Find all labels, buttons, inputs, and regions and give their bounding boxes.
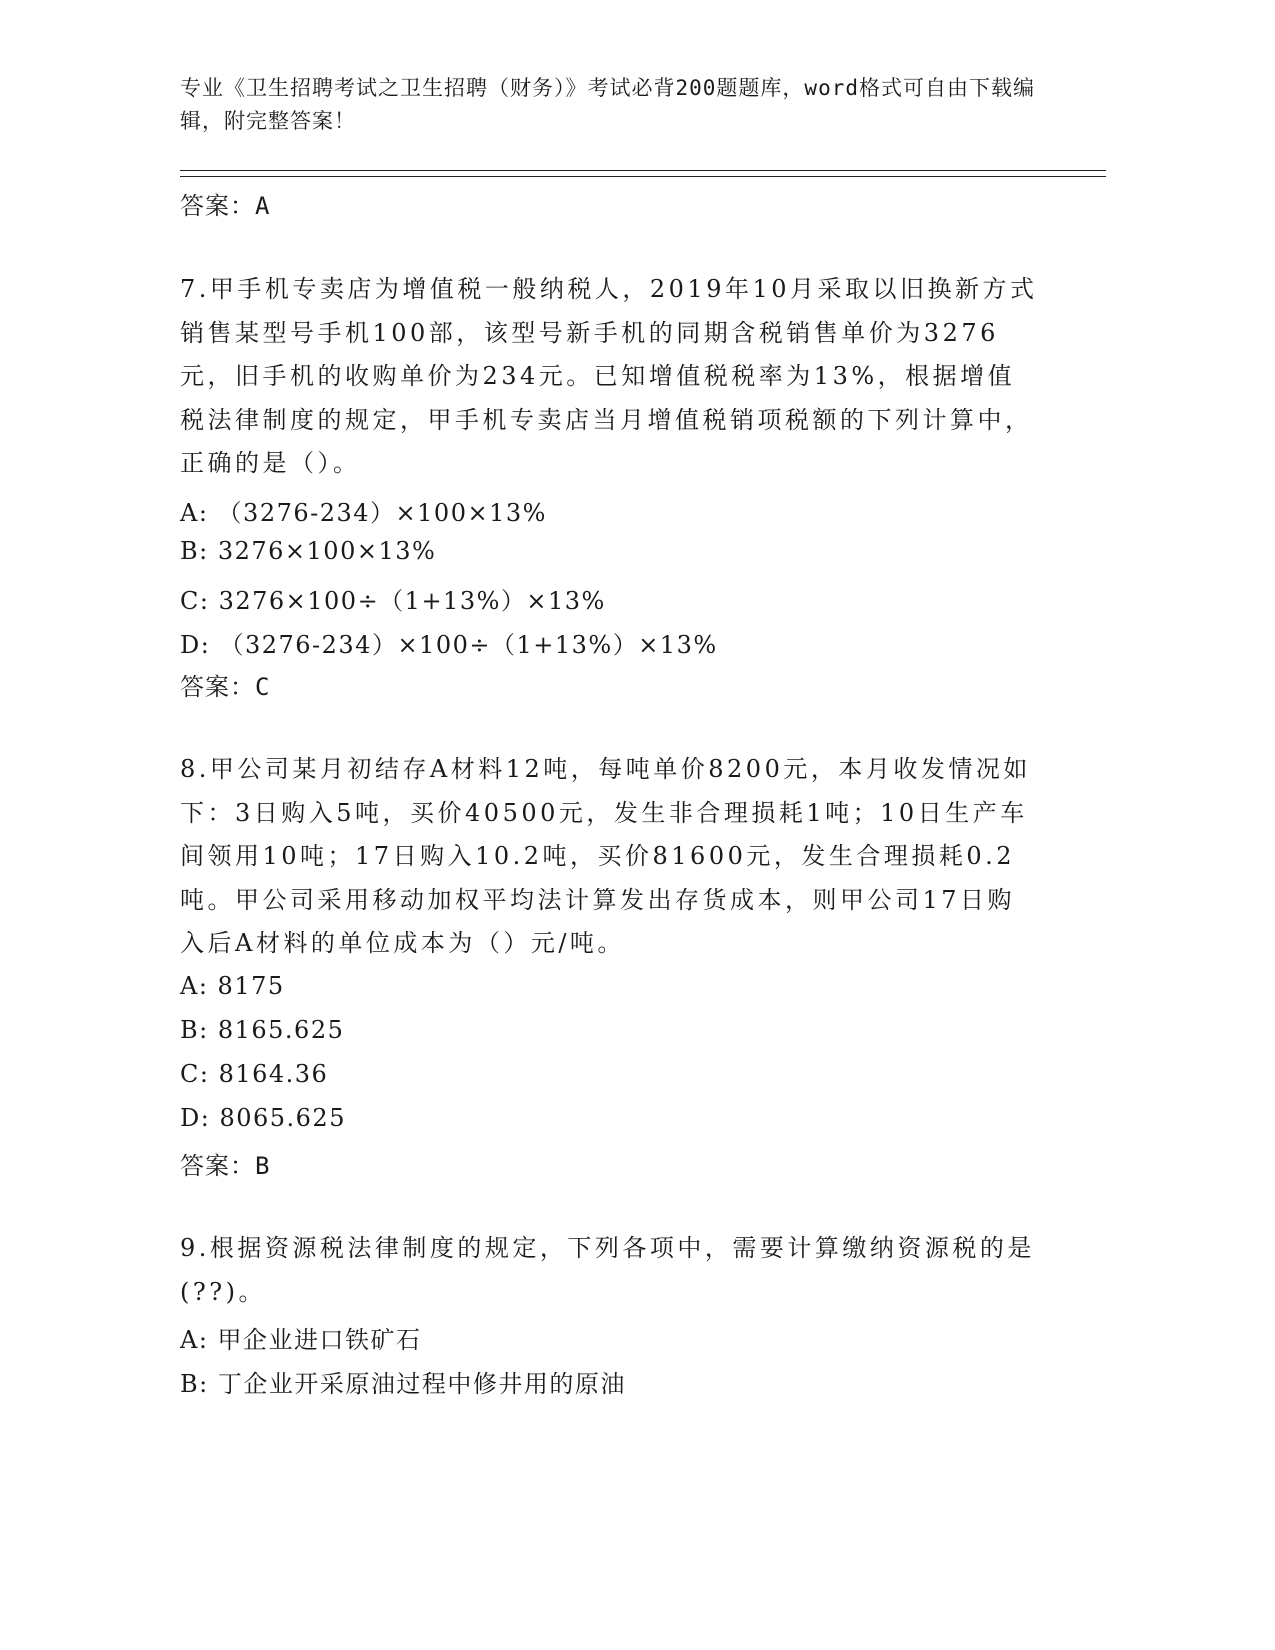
header-divider-line-double	[180, 176, 1106, 177]
question-7-stem: 7.甲手机专卖店为增值税一般纳税人，2019年10月采取以旧换新方式销售某型号手机100部，该型号新手机的同期含税销售单价为3276元，旧手机的收购单价为234元。已知增值税税率为13%，根据增值税法律制度的规定，甲手机专卖店当月增值税销项税额的下列计算中，正确的是（）。	[180, 275, 1038, 477]
question-8-option-b: B: 8165.625	[180, 1016, 345, 1044]
question-9-option-b: B: 丁企业开采原油过程中修井用的原油	[180, 1370, 626, 1398]
question-7-answer: 答案：C	[180, 673, 271, 701]
question-8-option-d: D: 8065.625	[180, 1104, 346, 1132]
question-8-option-a: A: 8175	[180, 972, 285, 1000]
question-7-option-c: C: 3276×100÷（1+13%）×13%	[180, 587, 606, 615]
question-7-option-d: D: （3276-234）×100÷（1+13%）×13%	[180, 631, 718, 659]
question-7-option-a: A: （3276-234）×100×13%	[180, 499, 547, 527]
question-9-stem: 9.根据资源税法律制度的规定，下列各项中，需要计算缴纳资源税的是(??)。	[180, 1234, 1035, 1306]
previous-answer: 答案：A	[180, 192, 271, 220]
question-9-option-a: A: 甲企业进口铁矿石	[180, 1326, 422, 1354]
page-header: 专业《卫生招聘考试之卫生招聘（财务）》考试必背200题题库，word格式可自由下载编辑，附完整答案！	[180, 76, 1035, 133]
question-8-stem: 8.甲公司某月初结存A材料12吨，每吨单价8200元，本月收发情况如下：3日购入5吨，买价40500元，发生非合理损耗1吨；10日生产车间领用10吨；17日购入10.2吨，买价81600元，发生合理损耗0.2吨。甲公司采用移动加权平均法计算发出存货成本，则甲公司17日购入后A材料的单位成本为（）元/吨。	[180, 755, 1031, 957]
question-8-answer: 答案：B	[180, 1152, 271, 1180]
header-divider-line	[180, 170, 1106, 171]
question-7-option-b: B: 3276×100×13%	[180, 537, 437, 565]
question-8-option-c: C: 8164.36	[180, 1060, 329, 1088]
